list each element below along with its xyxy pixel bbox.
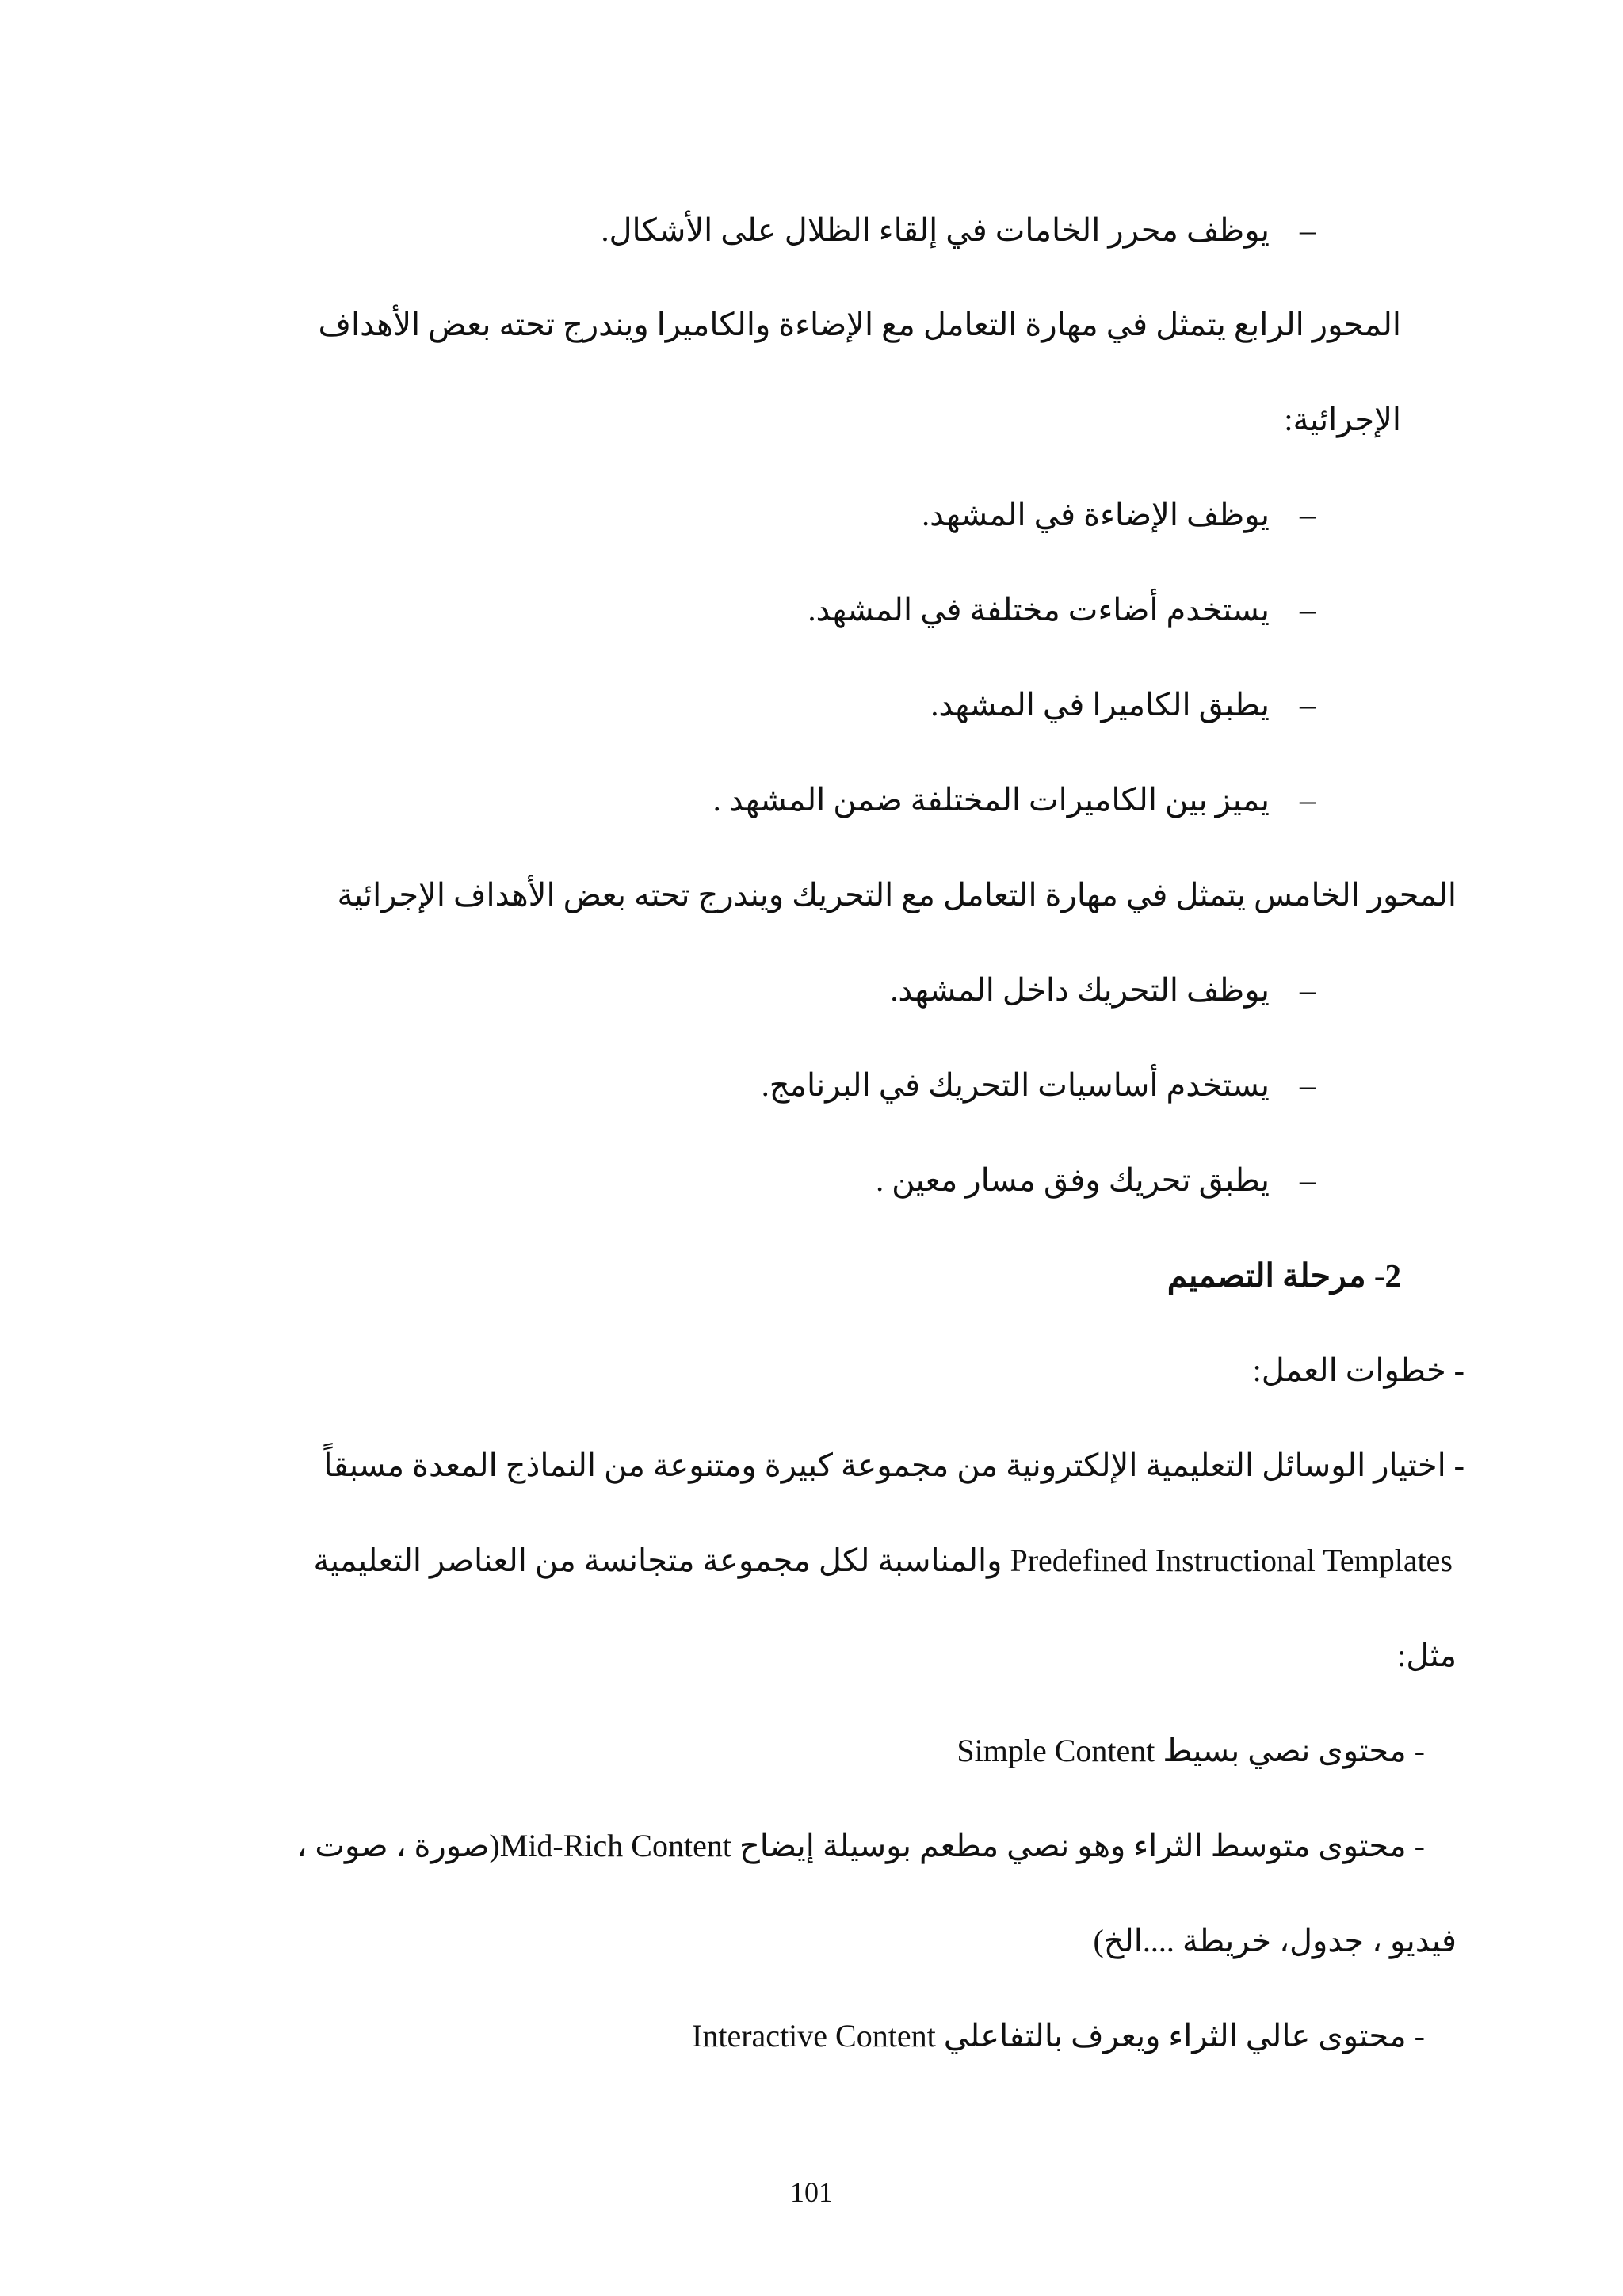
- content-type-mid-rich: [78, 1824, 1425, 1868]
- content-type-interactive: [78, 2014, 1425, 2058]
- english-term: Mid-Rich Content: [499, 1828, 731, 1863]
- bullet-item: [444, 493, 1316, 537]
- paragraph-templates: - اختيار الوسائل التعليمية الإلكترونية من مجموعة كبيرة ومتنوعة من النماذج المعدة مسبقاً: [323, 1447, 1465, 1483]
- bullet-dash: –: [1300, 972, 1316, 1008]
- work-steps-label: - خطوات العمل:: [1252, 1352, 1465, 1388]
- paragraph-axis-five: المحور الخامس يتمثل في مهارة التعامل مع التحريك ويندرج تحته بعض الأهداف الإجرائية: [337, 877, 1457, 913]
- paragraph-axis-four: المحور الرابع يتمثل في مهارة التعامل مع الإضاءة والكاميرا ويندرج تحته بعض الأهداف: [318, 307, 1401, 342]
- english-term: Predefined Instructional Templates: [1010, 1543, 1453, 1578]
- bullet-text: يميز بين الكاميرات المختلفة ضمن المشهد .: [712, 782, 1270, 818]
- paragraph-continuation: الإجرائية:: [1284, 402, 1401, 437]
- bullet-item: [444, 208, 1316, 253]
- english-term: Simple Content: [957, 1733, 1155, 1768]
- arabic-text: والمناسبة لكل مجموعة متجانسة من العناصر التعليمية: [313, 1543, 1002, 1578]
- content-type-mid-rich-continued: فيديو ، جدول، خريطة ....الخ): [1093, 1923, 1457, 1958]
- bullet-text: يوظف الإضاءة في المشهد.: [922, 497, 1270, 532]
- bullet-dash: –: [1300, 592, 1316, 627]
- bullet-item: [444, 778, 1316, 822]
- bullet-dash: –: [1300, 497, 1316, 532]
- bullet-text: يطبق الكاميرا في المشهد.: [930, 687, 1270, 723]
- bullet-item: [444, 588, 1316, 632]
- bullet-dash: –: [1300, 212, 1316, 248]
- arabic-text: (صورة ، صوت ،: [296, 1828, 500, 1863]
- section-heading: 2- مرحلة التصميم: [1167, 1257, 1401, 1294]
- page-number: 101: [790, 2176, 833, 2208]
- bullet-dash: –: [1300, 782, 1316, 818]
- bullet-text: يطبق تحريك وفق مسار معين .: [876, 1162, 1270, 1198]
- bullet-text: يستخدم أساسيات التحريك في البرنامج.: [761, 1067, 1270, 1103]
- bullet-dash: –: [1300, 687, 1316, 723]
- bullet-item: [444, 683, 1316, 727]
- content-type-simple: [78, 1729, 1425, 1773]
- bullet-text: يوظف التحريك داخل المشهد.: [890, 972, 1270, 1008]
- arabic-text: - محتوى عالي الثراء ويعرف بالتفاعلي: [943, 2018, 1425, 2054]
- bullet-dash: –: [1300, 1067, 1316, 1103]
- bullet-item: [444, 1063, 1316, 1108]
- bullet-item: [444, 968, 1316, 1013]
- arabic-text: - محتوى نصي بسيط: [1163, 1733, 1425, 1768]
- bullet-dash: –: [1300, 1162, 1316, 1198]
- example-label: مثل:: [1397, 1638, 1457, 1673]
- bullet-text: يوظف محرر الخامات في إلقاء الظلال على الأشكال.: [601, 212, 1270, 248]
- bullet-text: يستخدم أضاءت مختلفة في المشهد.: [808, 592, 1270, 627]
- english-term: Interactive Content: [692, 2018, 936, 2054]
- arabic-text: - محتوى متوسط الثراء وهو نصي مطعم بوسيلة إيضاح: [739, 1828, 1425, 1863]
- bullet-item: [444, 1158, 1316, 1203]
- paragraph-templates-continued: [153, 1539, 1453, 1583]
